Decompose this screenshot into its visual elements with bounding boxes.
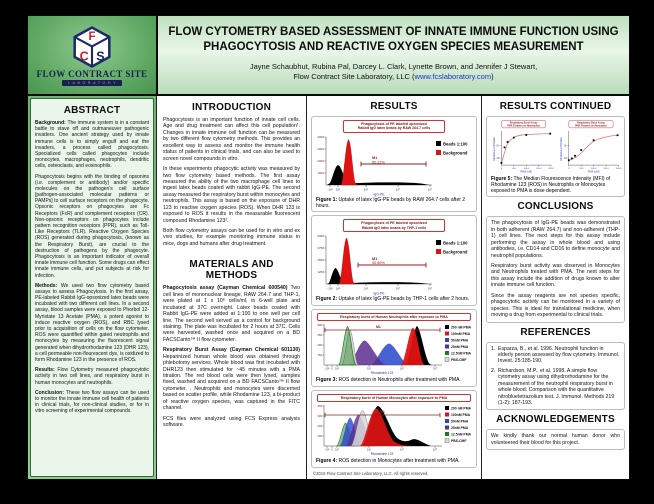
legend-label-background: Background bbox=[443, 249, 468, 255]
x-axis-label: IgG-PE bbox=[373, 192, 385, 197]
logo-letter-f: F bbox=[88, 31, 96, 44]
svg-text:100nM PMA: 100nM PMA bbox=[451, 332, 471, 337]
results-column bbox=[306, 96, 481, 479]
x-axis-label: PMA (nM) bbox=[520, 170, 533, 174]
marker-label: M1 bbox=[372, 257, 378, 262]
svg-text:200 nM PMA: 200 nM PMA bbox=[451, 406, 471, 411]
svg-text:10³: 10³ bbox=[363, 286, 369, 291]
figure-3-panel bbox=[311, 309, 477, 387]
conclusions-heading: CONCLUSIONS bbox=[517, 201, 594, 213]
svg-text:10²: 10² bbox=[335, 286, 341, 291]
abstract-paragraph bbox=[35, 390, 149, 415]
conclusions-paragraph: Since the assay reagents are not species specific, phagocytotic activity can be monitored in a variety of species. This is ideal for translational medicine, when moving a drug from experimental to clinical trials. bbox=[491, 292, 620, 319]
svg-text:150: 150 bbox=[317, 353, 322, 358]
y-tick-labels bbox=[496, 143, 500, 159]
abstract-para-text: The immune system is in a constant battle to stave off and outmaneuver pathogenic invaders. One ancient strategy used by innate immune cells is to simply engulf and eat the invaders, a process called phagocytosis. Specialized cells called phagocytes include monocytes, macrophages, neutrophils, dendritic cells, osteoclasts, and eosinophils. bbox=[35, 120, 149, 170]
poster bbox=[27, 15, 630, 480]
x-axis-label: Rhodamine 123 bbox=[370, 371, 394, 376]
figure-1-caption-label: Figure 1: bbox=[316, 196, 338, 203]
affiliation-text: Flow Contract Site Laboratory, LLC ( bbox=[293, 71, 415, 81]
svg-text:PBS-CMF: PBS-CMF bbox=[451, 358, 467, 363]
svg-text:10⁴: 10⁴ bbox=[399, 447, 405, 452]
svg-text:100: 100 bbox=[317, 434, 322, 439]
x-tick-labels bbox=[327, 187, 433, 191]
legend-swatch-beads bbox=[436, 141, 441, 146]
svg-text:25nM PMA: 25nM PMA bbox=[451, 345, 469, 350]
marker-m1 bbox=[325, 328, 440, 332]
legend-label-beads: Beads 1:100 bbox=[443, 240, 468, 246]
legend-swatch-beads bbox=[436, 240, 441, 245]
abstract-para-label: Background: bbox=[35, 120, 66, 126]
svg-text:10³: 10³ bbox=[363, 187, 369, 192]
plot-title-line1: Respiratory Burst Assay bbox=[577, 121, 605, 125]
methods-para-text: Heparinized human whole blood was obtained through phlebotomy services. Whole blood was first incubated with DHR123 then stimulated for ~45 minutes with a PMA titration. The red blood cells were then lysed, samples fixed, washed and acquired on a BD FACSCanto™ II flow cytometer. . Neutrophils and monocytes were discerned based on scatter profile, while Rhodamine 123, a bi-product of reactive oxygen species, was captured in the FITC channel. bbox=[163, 353, 300, 412]
svg-text:10⁴: 10⁴ bbox=[395, 286, 401, 291]
y-tick-labels bbox=[317, 234, 324, 274]
svg-text:4000: 4000 bbox=[317, 134, 324, 139]
svg-text:100.0: 100.0 bbox=[590, 168, 597, 171]
figure-1-histogram bbox=[314, 133, 474, 197]
figure-1-chart-title bbox=[343, 120, 445, 133]
svg-text:200.0: 200.0 bbox=[615, 168, 622, 171]
results-continued-heading: RESULTS CONTINUED bbox=[499, 101, 612, 112]
svg-text:3750: 3750 bbox=[317, 246, 324, 251]
methods-paragraph bbox=[163, 416, 300, 429]
title-panel bbox=[156, 16, 629, 94]
conclusions-paragraph: The phagocytosis of IgG-PE beads was demonstrated in both adherent (RAW 264.7) and non-adherent (THP-1) cell lines. The next steps for this assay include performing the assay in whole blood and using antibodies, i.e. CD14 and CD16 to define monocyte and neutrophil populations. bbox=[491, 220, 620, 259]
svg-text:10⁴: 10⁴ bbox=[496, 145, 500, 148]
svg-text:200: 200 bbox=[317, 424, 322, 429]
svg-text:300: 300 bbox=[317, 414, 322, 419]
x-tick-labels bbox=[325, 448, 438, 452]
figure-4-caption-text: ROS detection in Monocytes after treatment with PMA. bbox=[338, 458, 460, 465]
svg-text:10²: 10² bbox=[335, 187, 341, 192]
abstract-para-label: Conclusion: bbox=[35, 389, 64, 396]
svg-text:-10²: -10² bbox=[324, 447, 330, 452]
org-name: FLOW CONTRACT SITE bbox=[36, 69, 148, 79]
figure-4-chart-title: Respiratory burst of Human Monocytes after exposure to PMA bbox=[317, 394, 471, 402]
reference-item bbox=[491, 368, 620, 407]
marker-label: M1 bbox=[372, 155, 378, 160]
svg-text:10⁵: 10⁵ bbox=[427, 187, 433, 192]
abstract-para-text: Flow Cytometry measured phagocytotic activity in two cell lines, and respiratory burst in human monocytes and neutrophils. bbox=[35, 367, 149, 386]
svg-text:1250: 1250 bbox=[317, 270, 324, 275]
legend bbox=[436, 240, 468, 254]
methods-para-label: Respiratory Burst Assay (Cayman Chemical 601130) bbox=[163, 347, 300, 354]
references-panel bbox=[486, 342, 625, 411]
svg-text:400: 400 bbox=[317, 404, 322, 409]
svg-text:PBS-CMF: PBS-CMF bbox=[451, 439, 467, 444]
abstract-para-label: Results: bbox=[35, 367, 55, 374]
poster-header bbox=[28, 16, 629, 94]
y-axis-label: Rhodamine 123 Median bbox=[493, 137, 496, 161]
org-sub-label: LABORATORY bbox=[62, 80, 122, 86]
abstract-column bbox=[28, 96, 156, 479]
introduction-paragraph: Both flow cytometry assays can be used for in vitro and ex vivo studies, for example monitoring immune status in mice, dogs and humans after drug treatment. bbox=[163, 228, 300, 247]
svg-text:10⁵: 10⁵ bbox=[432, 366, 438, 371]
svg-text:2000: 2000 bbox=[317, 158, 324, 163]
figure-5-panel bbox=[486, 116, 625, 197]
marker-m1 bbox=[358, 263, 426, 268]
svg-text:-10²: -10² bbox=[324, 366, 330, 371]
abstract-heading: ABSTRACT bbox=[63, 105, 121, 116]
svg-text:-10²: -10² bbox=[327, 187, 333, 192]
x-tick-labels bbox=[325, 367, 438, 371]
svg-text:10⁴: 10⁴ bbox=[395, 187, 401, 192]
svg-text:1000: 1000 bbox=[317, 170, 324, 175]
logo-panel bbox=[28, 16, 156, 94]
marker-label: M1 bbox=[380, 410, 385, 415]
figure-3-histogram bbox=[314, 321, 474, 377]
legend bbox=[445, 325, 472, 362]
legend-swatch-background bbox=[436, 150, 441, 155]
svg-text:10³: 10³ bbox=[496, 157, 500, 160]
acknowledgements-text: We kindly thank our normal human donor who volunteered their blood for this project. bbox=[491, 433, 620, 446]
y-tick-labels bbox=[317, 404, 322, 438]
svg-text:50.0: 50.0 bbox=[579, 168, 584, 171]
abstract-paragraph bbox=[35, 174, 149, 279]
svg-text:10³: 10³ bbox=[366, 447, 372, 452]
figure-3-chart-title: Respiratory burst of Human Neutrophils after exposure to PMA bbox=[317, 313, 471, 321]
figure-5-caption bbox=[491, 177, 620, 195]
introduction-paragraph: Phagocytosis is an important function of innate cell cells. Age and drug treatment can affect this cell population¹. Changes in innate immune cell function can be measured by two different flow cytometry methods. This provides an excellent way to assess and monitor the immune health status of patients in clinical trials, and can also be used to screen novel compounds in vitro. bbox=[163, 117, 300, 162]
svg-text:50.0: 50.0 bbox=[511, 168, 516, 171]
fcs-logo-icon bbox=[70, 26, 114, 68]
conclusions-paragraph: Respiratory burst activity was observed in Monocytes and Neutrophils treated with PMA. The next steps for this assay include the addition of drugs known to alter innate immune cell function. bbox=[491, 263, 620, 289]
methods-para-text: FCS files were analyzed using FCS Express analysis software. bbox=[163, 415, 300, 429]
svg-text:10²: 10² bbox=[334, 366, 340, 371]
conclusions-panel bbox=[486, 216, 625, 322]
svg-text:0: 0 bbox=[500, 168, 503, 171]
y-tick-labels bbox=[317, 323, 322, 357]
svg-text:150.0: 150.0 bbox=[603, 168, 609, 171]
figure-5-dose-response bbox=[489, 119, 622, 176]
references-heading: REFERENCES bbox=[520, 326, 591, 338]
copyright-line: ©2019 Flow Contract Site Laboratory, LLC. All rights reserved. bbox=[313, 471, 429, 477]
svg-text:200 nM PMA: 200 nM PMA bbox=[451, 325, 471, 330]
figure-4-histogram bbox=[314, 402, 474, 458]
figure-2-caption-label: Figure 2: bbox=[316, 296, 338, 303]
x-axis-label: IgG-PE bbox=[373, 291, 385, 296]
logo-letter-s: S bbox=[96, 49, 105, 64]
data-points bbox=[501, 133, 552, 164]
svg-text:100nM PMA: 100nM PMA bbox=[451, 413, 471, 418]
x-axis-label: Rhodamine 123 bbox=[370, 452, 394, 457]
affiliation-line bbox=[158, 72, 629, 81]
title-line-2: PHAGOCYTOSIS AND REACTIVE OXYGEN SPECIES MEASUREMENT bbox=[203, 40, 584, 53]
svg-text:12.5nM PMA: 12.5nM PMA bbox=[451, 351, 471, 356]
svg-text:100.0: 100.0 bbox=[523, 168, 529, 171]
figure-2-histogram bbox=[314, 232, 474, 296]
introduction-column bbox=[156, 96, 306, 479]
results-heading: RESULTS bbox=[370, 101, 418, 112]
reference-number: 1. bbox=[491, 345, 496, 352]
svg-text:12.5nM PMA: 12.5nM PMA bbox=[451, 432, 471, 437]
y-tick-labels bbox=[564, 143, 568, 159]
acknowledgements-heading: ACKNOWLEDGEMENTS bbox=[496, 414, 615, 426]
figure-2-caption bbox=[316, 297, 472, 303]
fit-curve bbox=[569, 135, 618, 160]
methods-para-text: Two cell lines of mononuclear lineage, RAW 264.7 and THP-1, were plated at 1 x 10⁶ cells/ml, in 6-well plate and incubated at 37C overnight. Latex beads coated with Rabbit IgG-PE were added at 1:100 to one well per cell line. The second well served as a control for background staining. The plate was incubated for 2 hours at 37C. Cells were harvested, washed once and acquired on a BD FACSCanto™ II flow cytometer. bbox=[163, 285, 300, 343]
svg-text:50nM PMA: 50nM PMA bbox=[451, 419, 469, 424]
plot-title-line2: PMA Titration on Monocytes bbox=[574, 124, 607, 128]
abstract-paragraph bbox=[35, 367, 149, 386]
figure-1-title-line2: Rabbit IgG latex beads by RAW 264.7 cells bbox=[357, 126, 431, 131]
reference-number: 2. bbox=[491, 367, 496, 374]
x-tick-labels bbox=[327, 287, 433, 291]
figure-1-caption-text: Uptake of latex IgG-PE beads by RAW 264.7 cells after 2 hours. bbox=[316, 196, 466, 209]
figure-4-caption bbox=[316, 459, 472, 465]
figure-4-panel bbox=[311, 390, 477, 468]
svg-text:5000: 5000 bbox=[317, 234, 324, 239]
svg-text:600: 600 bbox=[317, 323, 322, 328]
marker-m1 bbox=[361, 161, 426, 166]
series-background bbox=[341, 139, 359, 185]
svg-text:2500: 2500 bbox=[317, 258, 324, 263]
svg-text:200.0: 200.0 bbox=[548, 168, 554, 171]
svg-text:10³: 10³ bbox=[366, 366, 372, 371]
x-axis-label: PMA (nM) bbox=[587, 170, 600, 174]
methods-paragraph bbox=[163, 285, 300, 343]
legend bbox=[445, 406, 472, 443]
figure-1-caption bbox=[316, 198, 472, 210]
figure-4-caption-label: Figure 4: bbox=[316, 458, 338, 465]
monocyte-plot bbox=[561, 120, 622, 173]
figure-3-caption-label: Figure 3: bbox=[316, 377, 338, 384]
figure-5-caption-text: The Median Flourescence Intensity (MFI) of Rhodamine 123 (ROS) in Neutrophils or Monocytes exposed to PMA is dose dependent. bbox=[491, 175, 611, 194]
poster-title bbox=[158, 25, 629, 55]
figure-2-caption-text: Uptake of latex IgG-PE beads by THP-1 cells after 2 hours. bbox=[338, 296, 470, 303]
title-line-1: FLOW CYTOMETRY BASED ASSESSMENT OF INNATE IMMUNE FUNCTION USING bbox=[168, 26, 619, 38]
abstract-paragraph bbox=[35, 283, 149, 363]
affiliation-close: ) bbox=[491, 71, 494, 81]
marker-percent: 40.89% bbox=[372, 261, 385, 266]
acknowledgements-panel bbox=[486, 429, 625, 450]
methods-heading: MATERIALS AND METHODS bbox=[189, 259, 274, 282]
figure-2-panel bbox=[311, 215, 477, 306]
reference-item bbox=[491, 346, 620, 365]
methods-para-label: Phagocytosis assay (Cayman Chemical 600540) bbox=[163, 285, 288, 292]
y-tick-labels bbox=[317, 135, 324, 175]
figure-2-chart-title bbox=[343, 219, 445, 232]
plot-title-line2: PMA Titration on Neutrophils bbox=[507, 124, 540, 128]
svg-text:10⁵: 10⁵ bbox=[432, 447, 438, 452]
figure-3-caption-text: ROS detection in Neutrophils after treatment with PMA. bbox=[338, 377, 461, 384]
svg-text:50nM PMA: 50nM PMA bbox=[451, 338, 469, 343]
legend-swatch-background bbox=[436, 249, 441, 254]
figure-2-title-line1: Phagocytosis of PE labeled opsonized bbox=[361, 221, 427, 226]
figure-3-caption bbox=[316, 378, 472, 384]
svg-text:10⁴: 10⁴ bbox=[563, 145, 568, 148]
abstract-para-text: We used two flow cytometry based assays to assess Phagocytosis. In the first assay, PE-labeled Rabbit IgG-opsonized latex beads were incubated with two different cell lines. In a second assay, blood samples were exposed to Phorbol 12-Myristate 13 Acetate (PMA), a potent agonist to induce reactive oxygen (ROS), and RBC lysed prior to acquisition of cells on the flow cytometer. ROS were quantified within gated neutrophils and monocytes by measuring the fluorescent signal generated when dihydrorhodamine 123 (DHR 123), a cell permeable non-flourescent dye, is oxidized to form Rhodamine 123 in the presence of ROS. bbox=[35, 282, 149, 363]
fit-curve bbox=[501, 134, 550, 163]
legend-label-beads: Beads 1:100 bbox=[443, 140, 468, 146]
y-axis-label: Rhodamine 123 Median bbox=[561, 137, 564, 161]
neutrophil-plot bbox=[494, 120, 555, 173]
affiliation-url: www.fcslaboratory.com bbox=[414, 71, 492, 81]
svg-text:450: 450 bbox=[317, 333, 322, 338]
svg-text:300: 300 bbox=[317, 343, 322, 348]
introduction-paragraph: In these experiments phagocytic activity was measured by two flow cytometry based methods. The first assay measured the ability of the two macrophage cell lines to ingest latex beads coated with rabbit IgG-PE. The second assay measured the respiratory burst within monocytes and neutrophils. This assay is based on the exposure of DHR 123 to reactive oxygen species (ROS). When DHR 123 is exposed to ROS it results in the measurable fluorescent compound Rhodamine 123². bbox=[163, 166, 300, 224]
marker-label: M1 bbox=[376, 325, 381, 330]
reference-text: Esparza, B., et al. 1996. Neutrophil function in elderly person assessed by flow cytometry. Immunol. Invest. 25:185-190. bbox=[498, 345, 620, 365]
svg-text:10²: 10² bbox=[334, 447, 340, 452]
series-background bbox=[339, 238, 357, 284]
svg-text:0: 0 bbox=[331, 447, 333, 452]
svg-text:10³: 10³ bbox=[563, 157, 568, 160]
methods-paragraph bbox=[163, 347, 300, 411]
figure-1-panel bbox=[311, 116, 477, 212]
reference-text: Richardson, M.P., et al. 1998. A simple flow cytometry assay using dihydrorhodamine for the measurement of the neutrophil respiratory burst in whole blood: Comparison with the quantitative nitrobluetetrazolium test. J. Immunol. Methods 219 (1-2): 187-193. bbox=[498, 367, 615, 407]
plot-title-line1: Respiratory Burst Assay bbox=[509, 121, 538, 125]
logo-letter-c: C bbox=[79, 49, 89, 64]
abstract-panel bbox=[30, 98, 154, 477]
legend bbox=[436, 141, 468, 155]
axes bbox=[500, 131, 551, 166]
abstract-para-text: Phagocytosis begins with the binding of opsonins (i.e. complement or antibody) and/or specific molecules on the pathogen's cell surface [pathogen-associated molecular patterns or PAMPs] to cell surface receptors on the phagocyte. Opsonic receptors on phagocytes are Fc Receptors (FcR) and complement receptors (CR). Non-opsonic receptors on phagocytes include pattern recognition receptors (PPR), such as Toll-Like Receptors (TLR). Reactive Oxygen Species (ROS) generated during phagocytosis, (known as the Respiratory Burst), are crucial to the destruction of pathogens by the phagocyte. Phagocytosis is an important indicator of overall innate immune cell function. Some drugs can effect innate immune cells, and put subjects at risk for infection. bbox=[35, 173, 149, 279]
abstract-para-label: Methods: bbox=[35, 282, 58, 289]
svg-text:10⁵: 10⁵ bbox=[427, 286, 433, 291]
figure-1-title-line1: Phagocytosis of PE labeled opsonized bbox=[361, 122, 427, 126]
legend-label-background: Background bbox=[443, 149, 468, 155]
figure-5-caption-label: Figure 5: bbox=[491, 175, 513, 182]
results-continued-column bbox=[481, 96, 629, 479]
svg-text:150.0: 150.0 bbox=[536, 168, 542, 171]
figure-2-title-line2: Rabbit IgG latex beads by THP-1 cells bbox=[361, 225, 427, 230]
svg-text:-10²: -10² bbox=[327, 286, 333, 291]
abstract-para-text: These two flow assays can be used to monitor the innate immune cell health of patients in clinical trials, for non-clinical studies, or for in vitro screening of experimental compounds. bbox=[35, 389, 149, 415]
marker-percent: 60.22% bbox=[372, 160, 385, 165]
series-100nm bbox=[360, 409, 411, 447]
svg-text:3000: 3000 bbox=[317, 146, 324, 151]
authors-line: Jayne Schaubhut, Rubina Pal, Darcey L. Clark, Lynette Brown, and Jennifer J Stewart, bbox=[249, 61, 538, 71]
svg-text:25nM PMA: 25nM PMA bbox=[451, 426, 469, 431]
svg-text:0: 0 bbox=[331, 366, 333, 371]
abstract-paragraph bbox=[35, 120, 149, 170]
svg-text:10⁴: 10⁴ bbox=[399, 366, 405, 371]
poster-body bbox=[28, 94, 629, 479]
introduction-heading: INTRODUCTION bbox=[191, 102, 272, 113]
svg-text:0: 0 bbox=[568, 168, 570, 171]
